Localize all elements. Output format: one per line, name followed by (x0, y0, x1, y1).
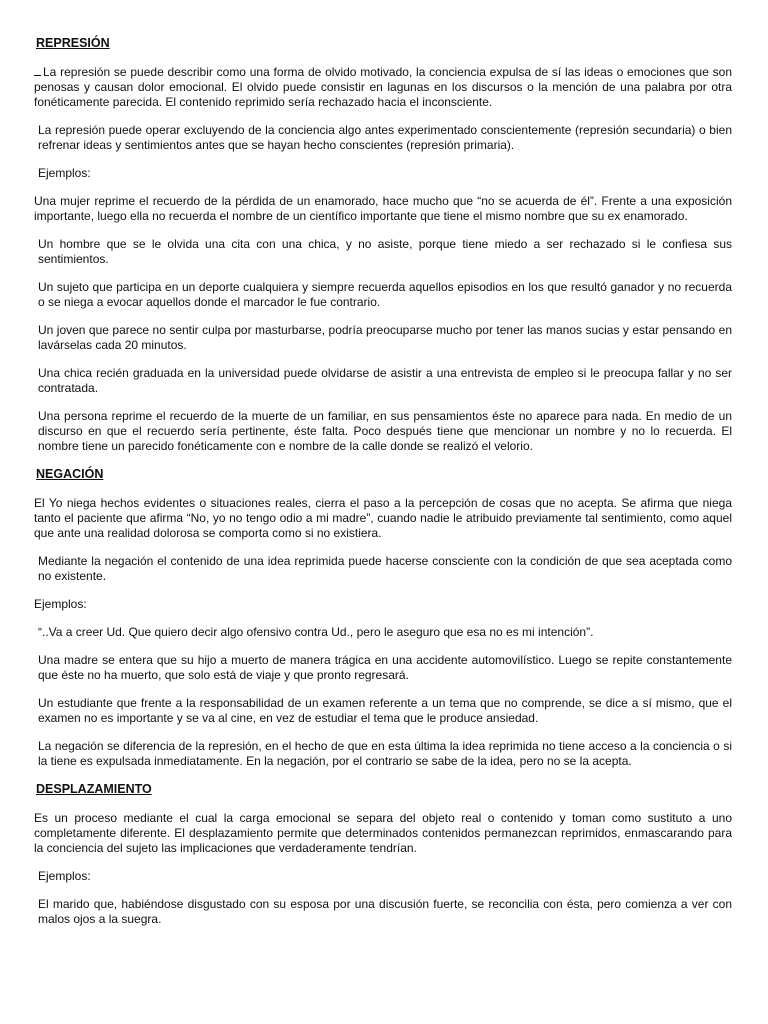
paragraph: Una chica recién graduada en la universidad puede olvidarse de asistir a una entrevista de empleo si le preocupa fallar y no ser contratada. (38, 366, 732, 395)
paragraph: “..Va a creer Ud. Que quiero decir algo ofensivo contra Ud., pero le aseguro que esa no es mi intención”. (38, 625, 594, 639)
paragraph: Una madre se entera que su hijo a muerto de manera trágica en una accidente automovilístico. Luego se repite constantemente que éste no ha muerto, que solo está de viaje y que pronto regresará. (38, 653, 732, 682)
paragraph: Un joven que parece no sentir culpa por masturbarse, podría preocuparse mucho por tener las manos sucias y estar pensando en lavárselas cada 20 minutos. (38, 323, 732, 352)
paragraph: La negación se diferencia de la represión, en el hecho de que en esta última la idea reprimida no tiene acceso a la conciencia o si la tiene es expulsada inmediatamente. En la negación, por el contrario se sabe de la idea, pero no se la acepta. (38, 739, 732, 768)
paragraph-text: La represión se puede describir como una forma de olvido motivado, la conciencia expulsa de sí las ideas o emociones que son penosas y causan dolor emocional. El olvido puede consistir en lagunas en los discursos o la mención de una palabra por otra fonéticamente parecida. El contenido reprimido sería rechazado hacia el inconsciente. (34, 65, 732, 109)
paragraph: El Yo niega hechos evidentes o situaciones reales, cierra el paso a la percepción de cosas que no acepta. Se afirma que niega tanto el paciente que afirma “No, yo no tengo odio a mi madre”, cuando nadie le atribuido previamente tal sentimiento, como aquel que ante una realidad dolorosa se comporta como si no existiera. (34, 496, 732, 540)
paragraph: Es un proceso mediante el cual la carga emocional se separa del objeto real o contenido y toman como sustituto a uno completamente diferente. El desplazamiento permite que determinados contenidos permanezcan reprimidos, enmascarando para la conciencia del sujeto las implicaciones que verdaderamente tendrían. (34, 811, 732, 855)
paragraph: Una persona reprime el recuerdo de la muerte de un familiar, en sus pensamientos éste no aparece para nada. En medio de un discurso en que el recuerdo sería pertinente, éste falta. Poco después tiene que mencionar un nombre y no lo recuerda. El nombre tiene un parecido fonéticamente con e nombre de la calle donde se realizó el velorio. (38, 409, 732, 453)
text-cursor-mark (34, 65, 41, 76)
paragraph: La represión puede operar excluyendo de la conciencia algo antes experimentado conscientemente (represión secundaria) o bien refrenar ideas y sentimientos antes que se hayan hecho conscientes (represión primaria). (38, 123, 732, 152)
paragraph: Un estudiante que frente a la responsabilidad de un examen referente a un tema que no comprende, se dice a sí mismo, que el examen no es importante y se va al cine, en vez de estudiar el tema que le produce ansiedad. (38, 696, 732, 725)
paragraph (34, 65, 732, 110)
paragraph: Una mujer reprime el recuerdo de la pérdida de un enamorado, hace mucho que “no se acuerda de él”. Frente a una exposición importante, luego ella no recuerda el nombre de un científico importante que tiene el mismo nombre que su ex enamorado. (34, 194, 732, 223)
paragraph: Mediante la negación el contenido de una idea reprimida puede hacerse consciente con la condición de que sea aceptada como no existente. (38, 554, 732, 583)
paragraph: Ejemplos: (38, 166, 91, 180)
section-heading-desplazamiento: DESPLAZAMIENTO (36, 782, 152, 796)
paragraph: Un hombre que se le olvida una cita con una chica, y no asiste, porque tiene miedo a ser rechazado si le confiesa sus sentimientos. (38, 237, 732, 266)
paragraph: Un sujeto que participa en un deporte cualquiera y siempre recuerda aquellos episodios en los que resultó ganador y no recuerda o se niega a evocar aquellos donde el marcador le fue contrario. (38, 280, 732, 309)
paragraph: Ejemplos: (38, 869, 91, 883)
paragraph: Ejemplos: (34, 597, 87, 611)
paragraph: El marido que, habiéndose disgustado con su esposa por una discusión fuerte, se reconcilia con ésta, pero comienza a ver con malos ojos a la suegra. (38, 897, 732, 926)
section-heading-negacion: NEGACIÓN (36, 467, 104, 481)
section-heading-represion: REPRESIÓN (36, 36, 110, 50)
